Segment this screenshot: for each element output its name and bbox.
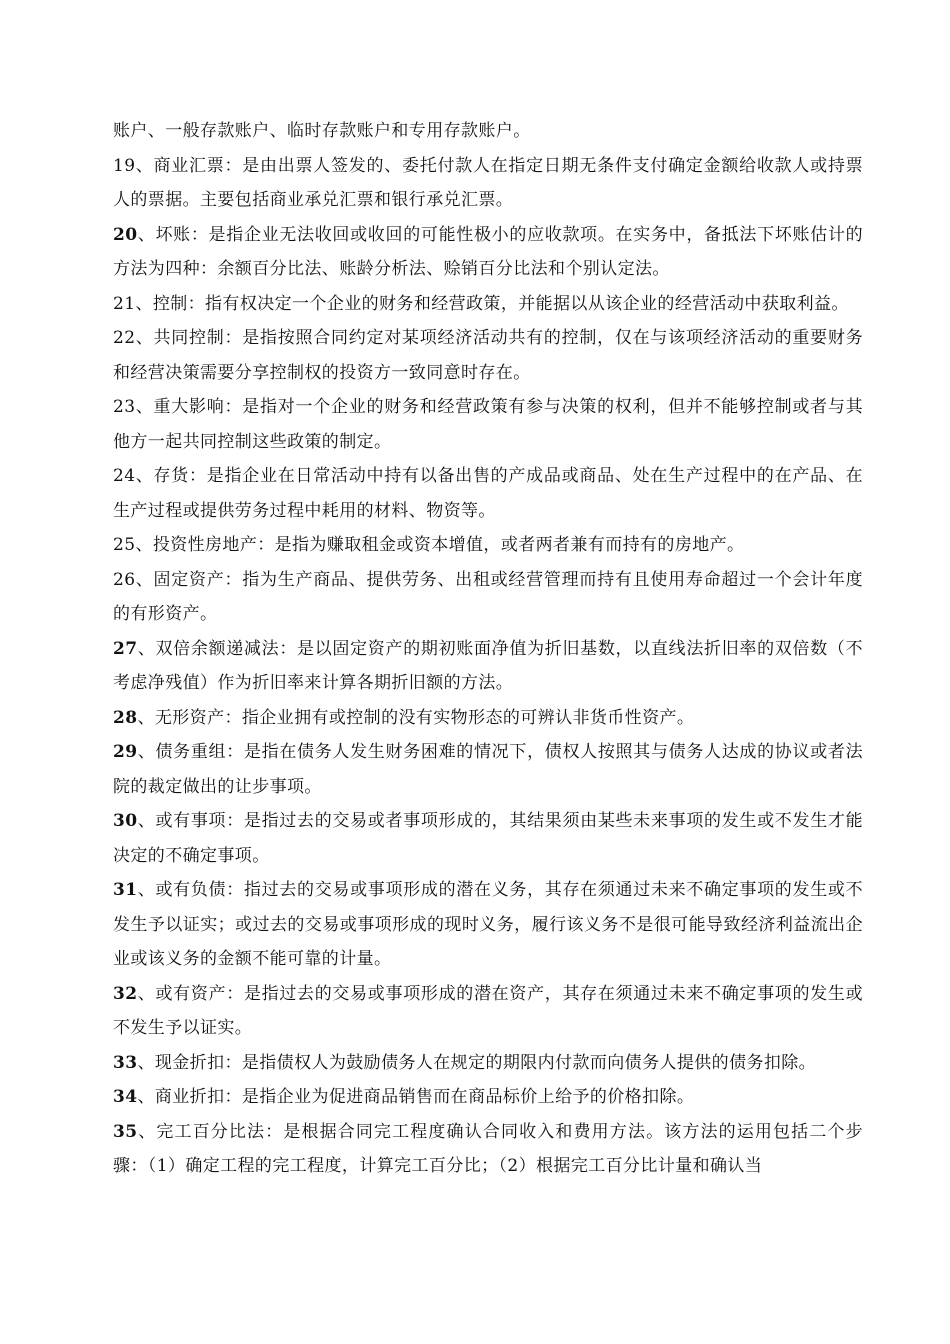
paragraph-text: 、固定资产：指为生产商品、提供劳务、出租或经营管理而持有且使用寿命超过一个会计年度的有形资产。 bbox=[113, 569, 863, 624]
term-number: 29 bbox=[113, 742, 138, 762]
paragraph-text: 、完工百分比法：是根据合同完工程度确认合同收入和费用方法。该方法的运用包括二个步骤：（1）确定工程的完工程度，计算完工百分比；（2）根据完工百分比计量和确认当 bbox=[113, 1121, 863, 1176]
paragraph-22 bbox=[113, 321, 863, 390]
document-body bbox=[113, 114, 863, 1184]
term-number: 21 bbox=[113, 293, 136, 314]
paragraph-text: 、重大影响：是指对一个企业的财务和经营政策有参与决策的权利，但并不能够控制或者与其他方一起共同控制这些政策的制定。 bbox=[113, 397, 863, 452]
paragraph-35 bbox=[113, 1115, 863, 1184]
paragraph-27 bbox=[113, 632, 863, 701]
paragraph-19 bbox=[113, 149, 863, 218]
paragraph-text: 、或有资产：是指过去的交易或事项形成的潜在资产，其存在须通过未来不确定事项的发生或不发生予以证实。 bbox=[113, 983, 863, 1038]
paragraph-28 bbox=[113, 701, 863, 736]
term-number: 30 bbox=[113, 811, 138, 831]
term-number: 27 bbox=[113, 638, 138, 659]
paragraph-21 bbox=[113, 287, 863, 322]
paragraph-34 bbox=[113, 1080, 863, 1115]
paragraph-23 bbox=[113, 390, 863, 459]
term-number: 33 bbox=[113, 1052, 138, 1073]
paragraph-text: 、商业汇票：是由出票人签发的、委托付款人在指定日期无条件支付确定金额给收款人或持票人的票据。主要包括商业承兑汇票和银行承兑汇票。 bbox=[113, 155, 863, 210]
paragraph-continuation bbox=[113, 114, 863, 149]
paragraph-24 bbox=[113, 459, 863, 528]
paragraph-33 bbox=[113, 1046, 863, 1081]
paragraph-26 bbox=[113, 563, 863, 632]
paragraph-29 bbox=[113, 735, 863, 804]
term-number: 24 bbox=[113, 466, 136, 486]
paragraph-text: 、共同控制：是指按照合同约定对某项经济活动共有的控制，仅在与该项经济活动的重要财务和经营决策需要分享控制权的投资方一致同意时存在。 bbox=[113, 328, 863, 383]
paragraph-31 bbox=[113, 873, 863, 977]
paragraph-text: 、控制：指有权决定一个企业的财务和经营政策，并能据以从该企业的经营活动中获取利益。 bbox=[135, 293, 849, 314]
term-number: 32 bbox=[113, 983, 138, 1004]
term-number: 23 bbox=[113, 397, 136, 417]
paragraph-text: 、无形资产：指企业拥有或控制的没有实物形态的可辨认非货币性资产。 bbox=[137, 707, 695, 728]
paragraph-text: 、现金折扣：是指债权人为鼓励债务人在规定的期限内付款而向债务人提供的债务扣除。 bbox=[137, 1052, 817, 1073]
term-number: 19 bbox=[113, 155, 136, 176]
paragraph-text: 账户、一般存款账户、临时存款账户和专用存款账户。 bbox=[113, 121, 531, 141]
paragraph-text: 、存货：是指企业在日常活动中持有以备出售的产成品或商品、处在生产过程中的在产品、在生产过程或提供劳务过程中耗用的材料、物资等。 bbox=[113, 466, 863, 521]
term-number: 22 bbox=[113, 328, 136, 348]
paragraph-30 bbox=[113, 804, 863, 873]
term-number: 25 bbox=[113, 535, 136, 555]
term-number: 35 bbox=[113, 1121, 138, 1142]
paragraph-25 bbox=[113, 528, 863, 563]
term-number: 31 bbox=[113, 880, 138, 900]
term-number: 20 bbox=[113, 224, 138, 245]
term-number: 34 bbox=[113, 1087, 138, 1107]
term-number: 26 bbox=[113, 569, 136, 590]
paragraph-32 bbox=[113, 977, 863, 1046]
paragraph-text: 、双倍余额递减法：是以固定资产的期初账面净值为折旧基数，以直线法折旧率的双倍数（不考虑净残值）作为折旧率来计算各期折旧额的方法。 bbox=[113, 638, 863, 693]
term-number: 28 bbox=[113, 707, 138, 728]
paragraph-text: 、投资性房地产：是指为赚取租金或资本增值，或者两者兼有而持有的房地产。 bbox=[135, 535, 745, 555]
paragraph-text: 、或有事项：是指过去的交易或者事项形成的，其结果须由某些未来事项的发生或不发生才能决定的不确定事项。 bbox=[113, 811, 863, 866]
paragraph-text: 、债务重组：是指在债务人发生财务困难的情况下，债权人按照其与债务人达成的协议或者法院的裁定做出的让步事项。 bbox=[113, 742, 863, 797]
paragraph-20 bbox=[113, 218, 863, 287]
paragraph-text: 、坏账：是指企业无法收回或收回的可能性极小的应收款项。在实务中，备抵法下坏账估计的方法为四种：余额百分比法、账龄分析法、赊销百分比法和个别认定法。 bbox=[113, 224, 863, 279]
paragraph-text: 、或有负债：指过去的交易或事项形成的潜在义务，其存在须通过未来不确定事项的发生或不发生予以证实；或过去的交易或事项形成的现时义务，履行该义务不是很可能导致经济利益流出企业或该义务的金额不能可靠的计量。 bbox=[113, 880, 863, 969]
paragraph-text: 、商业折扣：是指企业为促进商品销售而在商品标价上给予的价格扣除。 bbox=[137, 1087, 695, 1107]
